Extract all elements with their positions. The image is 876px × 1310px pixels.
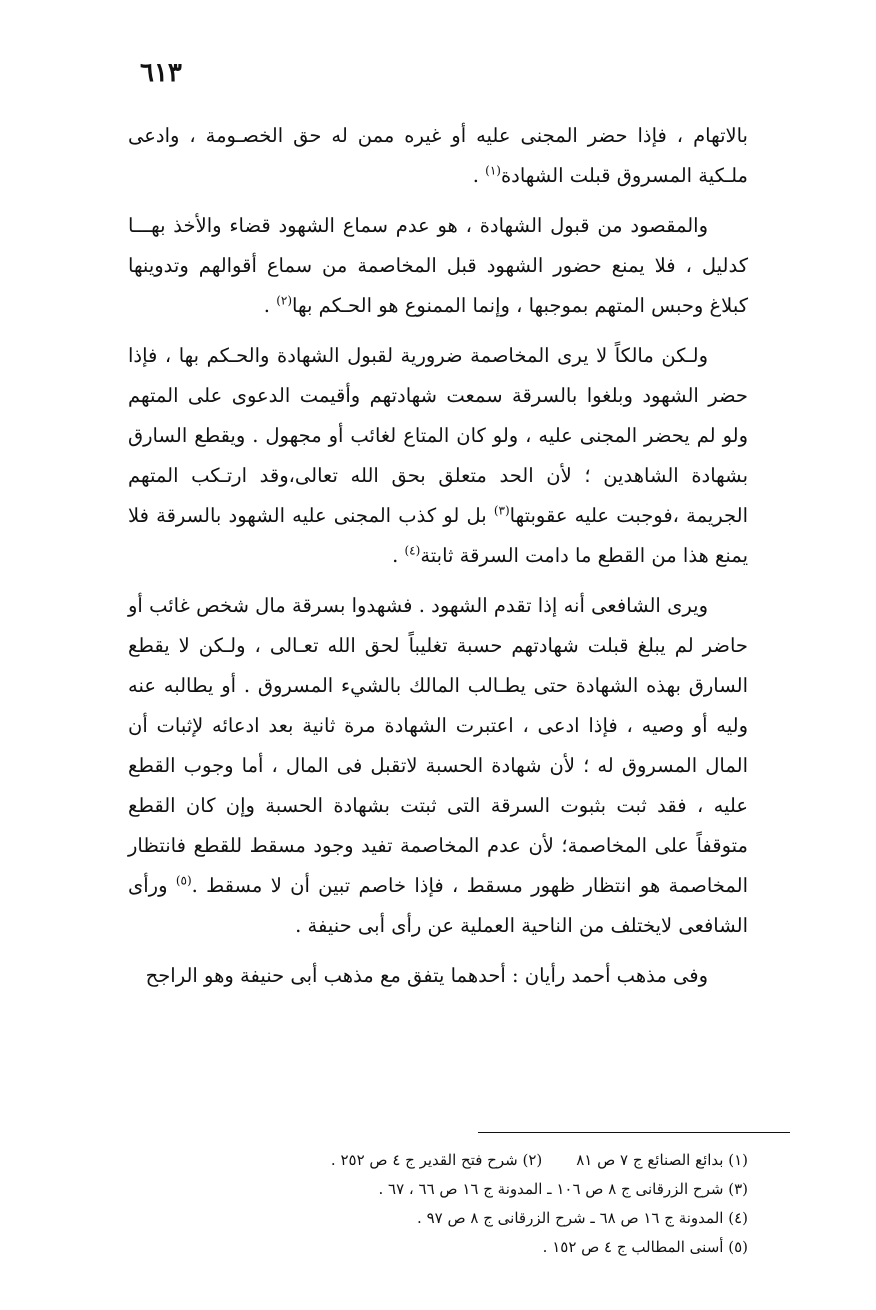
paragraph [128,116,748,196]
footnote-ref: (٣) [493,503,510,518]
footnote-line [170,1146,748,1175]
footnote-ref: (٢) [276,293,293,308]
footnote: (٢) شرح فتح القدير ج ٤ ص ٢٥٢ . [330,1151,543,1169]
footnote: (٤) المدونة ج ١٦ ص ٦٨ ـ شرح الزرقانى ج ٨ ص ٩٧ . [417,1209,748,1227]
paragraph-text: وفى مذهب أحمد رأيان : أحدهما يتفق مع مذهب أبى حنيفة وهو الراجح [145,964,708,987]
footnote-line [170,1204,748,1233]
footnote: (٣) شرح الزرقانى ج ٨ ص ١٠٦ ـ المدونة ج ١٦ ص ٦٦ ، ٦٧ . [378,1180,748,1198]
paragraph-text: بالاتهام ، فإذا حضر المجنى عليه أو غيره ممن له حق الخصـومة ، وادعى ملـكية المسروق قبلت الشهادة [128,124,748,187]
paragraph [128,956,748,996]
sentence-end: . [263,294,277,317]
footnote-line [170,1175,748,1204]
paragraph-text: ورأى الشافعى لايختلف من الناحية العملية عن رأى أبى حنيفة . [128,874,748,937]
sentence-end: . [392,544,405,567]
paragraph-text: بل لو كذب المجنى عليه الشهود بالسرقة فلا يمنع هذا من القطع ما دامت السرقة ثابتة [128,504,748,567]
sentence-end: . [472,164,486,187]
paragraph [128,336,748,576]
footnote-ref: (٤) [404,543,421,558]
paragraph [128,206,748,326]
paragraph-text: والمقصود من قبول الشهادة ، هو عدم سماع الشهود قضاء والأخذ بهـــا كدليل ، فلا يمنع حضور الشهود قبل المخاصمة من سماع أقوالهم وتدوينها كبلاغ وحبس المتهم بموجبها ، وإنما الممنوع هو الحـكم بها [128,214,748,317]
footnote-divider [478,1132,790,1133]
paragraph [128,586,748,946]
footnote: (١) بدائع الصنائع ج ٧ ص ٨١ [576,1151,748,1169]
footnote-line [170,1233,748,1262]
footnote-ref: (١) [485,163,501,178]
footnote-ref: (٥) [175,873,192,888]
body-text [128,116,748,996]
page-number: ٦١٣ [140,58,182,88]
footnote: (٥) أسنى المطالب ج ٤ ص ١٥٢ . [542,1238,748,1256]
footnotes [170,1146,748,1262]
paragraph-text: ولـكن مالكاً لا يرى المخاصمة ضرورية لقبول الشهادة والحـكم بها ، فإذا حضر الشهود وبلغوا بالسرقة سمعت شهادتهم وأقيمت الدعوى على المتهم ولو لم يحضر المجنى عليه ، ولو كان المتاع لغائب أو مجهول . ويقطع السارق بشهادة الشاهدين ؛ لأن الحد متعلق بحق الله تعالى،وقد ارتـكب المتهم الجريمة ،فوجبت عليه عقوبتها [128,344,748,527]
paragraph-text: ويرى الشافعى أنه إذا تقدم الشهود . فشهدوا بسرقة مال شخص غائب أو حاضر لم يبلغ قبلت شهادتهم حسبة تغليباً لحق الله تعـالى ، ولـكن لا يقطع السارق بهذه الشهادة حتى يطـالب المالك بالشيء المسروق . أو يطالبه عنه وليه أو وصيه ، فإذا ادعى ، اعتبرت الشهادة مرة ثانية بعد ادعائه لإثبات أن المال المسروق له ؛ لأن شهادة الحسبة لاتقبل فى المال ، أما وجوب القطع عليه ، فقد ثبت بثبوت السرقة التى ثبتت بشهادة الحسبة وإن كان القطع متوقفاً على المخاصمة؛ لأن عدم المخاصمة تفيد وجود مسقط للقطع فانتظار المخاصمة هو انتظار ظهور مسقط ، فإذا خاصم تبين أن لا مسقط . [128,594,748,897]
